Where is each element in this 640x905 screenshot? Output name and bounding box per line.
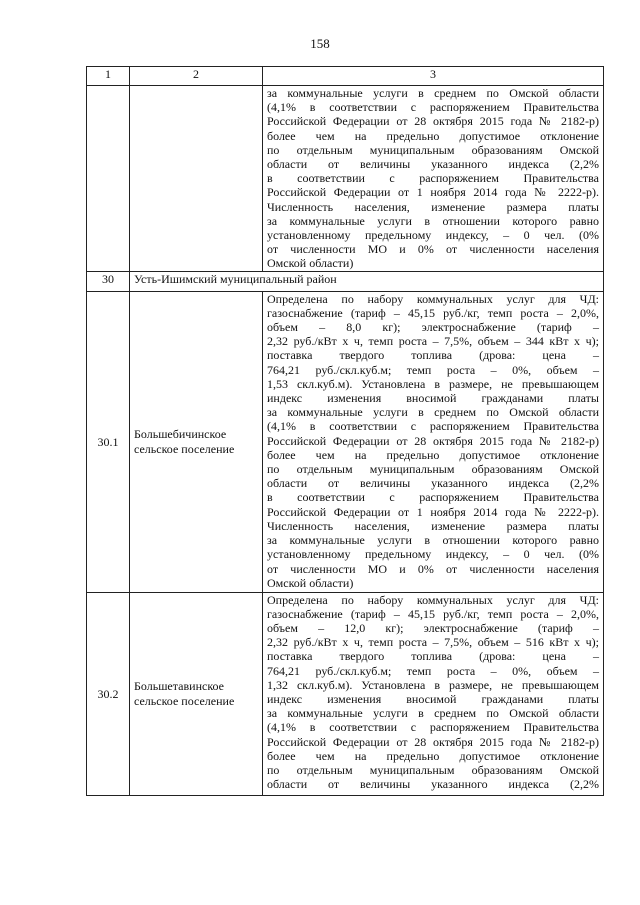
header-cell-1: 1 [87, 67, 130, 86]
text-line: более чем на предельно допустимое отклонение [267, 447, 599, 462]
text-line: 2,32 руб./кВт х ч, темп роста – 7,5%, объем – 344 кВт х ч); [267, 334, 599, 349]
text-line: более чем на предельно допустимое отклонение [267, 128, 599, 143]
row-name-line2: сельское поселение [134, 441, 235, 456]
table-row [87, 291, 604, 592]
text-line: Российской Федерации от 1 ноября 2014 года № 2222-р). [267, 504, 599, 519]
text-line: Омской области) [267, 256, 354, 271]
page-number: 158 [310, 36, 330, 51]
text-line: 2,32 руб./кВт х ч, темп роста – 7,5%, объем – 516 кВт х ч); [267, 635, 599, 650]
row-number: 30.1 [87, 291, 130, 592]
row-name-line2: сельское поселение [134, 693, 235, 708]
text-line: более чем на предельно допустимое отклонение [267, 748, 599, 763]
text-line: (4,1% в соответствии с распоряжением Правительства [267, 419, 599, 434]
row-name [130, 592, 263, 795]
text-line: по отдельным муниципальным образованиям Омской [267, 142, 599, 157]
text-line: по отдельным муниципальным образованиям Омской [267, 462, 599, 477]
table-header-row [87, 67, 604, 86]
text-line: Омской области) [267, 575, 354, 590]
text-line: газоснабжение (тариф – 45,15 руб./кг, темп роста – 2,0%, [267, 606, 599, 621]
text-line: поставка твердого топлива (дрова: цена – [267, 649, 599, 664]
text-line: за коммунальные услуги в среднем по Омской области [267, 86, 599, 100]
text-line: Определена по набору коммунальных услуг для ЧД: [267, 291, 599, 306]
text-line: от численности МО и 0% от численности населения [267, 242, 599, 257]
text-line: (4,1% в соответствии с распоряжением Правительства [267, 720, 599, 735]
text-line: за коммунальные услуги в среднем по Омской области [267, 405, 599, 420]
section-number: 30 [87, 271, 130, 291]
continuation-description [263, 86, 604, 272]
text-line: 1,32 скл.куб.м). Установлена в размере, не превышающем [267, 677, 599, 692]
text-line: области от величины указанного индекса (2,2% [267, 476, 599, 491]
text-line: индекс изменения вносимой гражданами платы [267, 391, 599, 406]
text-line: поставка твердого топлива (дрова: цена – [267, 348, 599, 363]
data-table [86, 66, 604, 796]
text-line: газоснабжение (тариф – 45,15 руб./кг, темп роста – 2,0%, [267, 305, 599, 320]
text-line: 764,21 руб./скл.куб.м; темп роста – 0%, объем – [267, 663, 599, 678]
text-line: установленному предельному индексу, – 0 чел. (0% [267, 547, 599, 562]
text-line: области от величины указанного индекса (2,2% [267, 157, 599, 172]
row-description [263, 291, 604, 592]
text-line: от численности МО и 0% от численности населения [267, 561, 599, 576]
text-line: 764,21 руб./скл.куб.м; темп роста – 0%, объем – [267, 362, 599, 377]
text-line: в соответствии с распоряжением Правительства [267, 490, 599, 505]
text-line: за коммунальные услуги в среднем по Омской области [267, 706, 599, 721]
header-cell-3: 3 [263, 67, 604, 86]
text-line: Определена по набору коммунальных услуг для ЧД: [267, 592, 599, 607]
continuation-row [87, 86, 604, 272]
text-line: объем – 8,0 кг); электроснабжение (тариф – [267, 320, 599, 335]
text-line: 1,53 скл.куб.м). Установлена в размере, не превышающем [267, 376, 599, 391]
text-line: по отдельным муниципальным образованиям Омской [267, 763, 599, 778]
text-line: области от величины указанного индекса (2,2% [267, 777, 599, 792]
text-line: Российской Федерации от 1 ноября 2014 года № 2222-р). [267, 185, 599, 200]
text-line: Численность населения, изменение размера платы [267, 518, 599, 533]
text-line: (4,1% в соответствии с распоряжением Правительства [267, 100, 599, 115]
text-line: установленному предельному индексу, – 0 чел. (0% [267, 228, 599, 243]
row-number: 30.2 [87, 592, 130, 795]
text-line: в соответствии с распоряжением Правительства [267, 171, 599, 186]
text-line: за коммунальные услуги в отношении которого равно [267, 533, 599, 548]
text-line: индекс изменения вносимой гражданами платы [267, 692, 599, 707]
continuation-num-cell [87, 86, 130, 272]
row-name-line1: Большетавинское [134, 679, 225, 694]
continuation-name-cell [130, 86, 263, 272]
text-line: Численность населения, изменение размера платы [267, 199, 599, 214]
section-name: Усть-Ишимский муниципальный район [130, 271, 604, 291]
text-line: Российской Федерации от 28 октября 2015 года № 2182-р) [267, 114, 599, 129]
row-description [263, 592, 604, 795]
section-row [87, 271, 604, 291]
text-line: объем – 12,0 кг); электроснабжение (тариф – [267, 621, 599, 636]
header-cell-2: 2 [130, 67, 263, 86]
text-line: Российской Федерации от 28 октября 2015 года № 2182-р) [267, 433, 599, 448]
row-name-line1: Большебичинское [134, 427, 227, 442]
text-line: за коммунальные услуги в отношении которого равно [267, 213, 599, 228]
table-row [87, 592, 604, 795]
text-line: Российской Федерации от 28 октября 2015 года № 2182-р) [267, 734, 599, 749]
row-name [130, 291, 263, 592]
